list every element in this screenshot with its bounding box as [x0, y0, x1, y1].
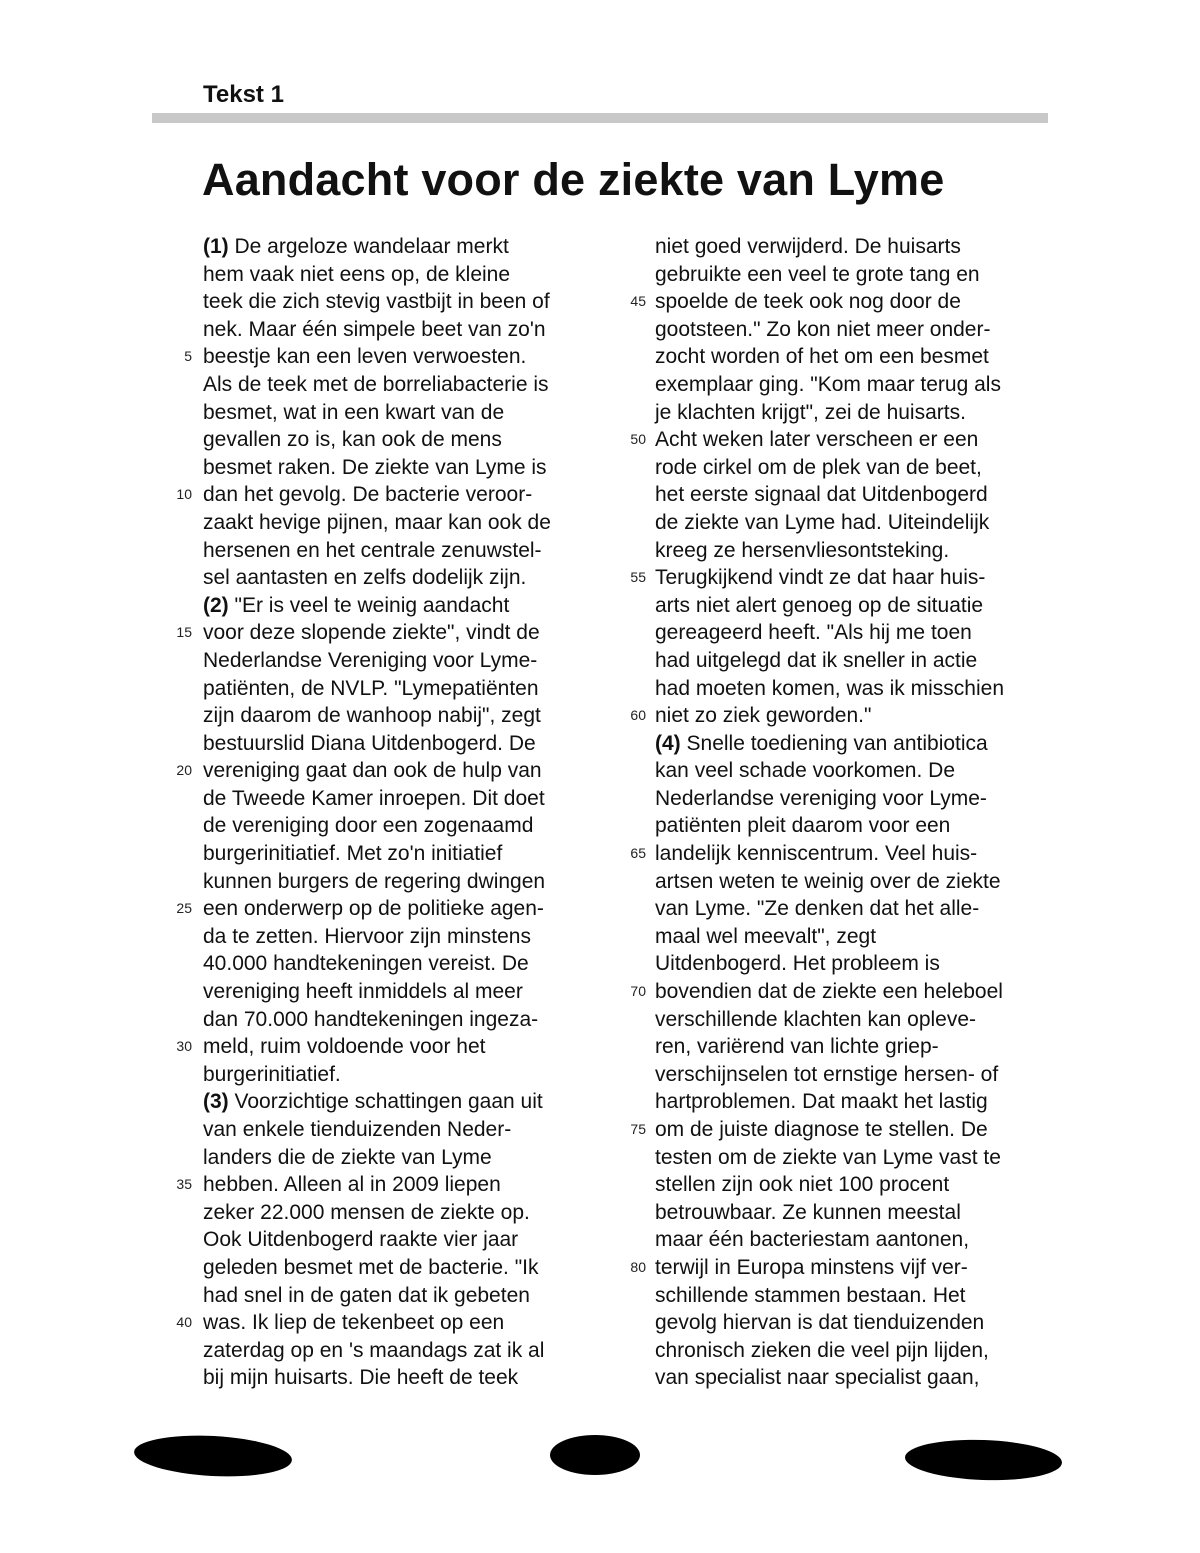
- line-text: [203, 868, 545, 896]
- line-content: hartproblemen. Dat maakt het lastig: [655, 1090, 988, 1114]
- line-content: hem vaak niet eens op, de kleine: [203, 262, 511, 286]
- line-text: [655, 1061, 998, 1089]
- header-rule: [152, 113, 1048, 123]
- line-text: [203, 261, 510, 289]
- line-number: 50: [630, 431, 646, 448]
- line-content: Snelle toediening van antibiotica: [680, 731, 988, 755]
- line-content: bij mijn huisarts. Die heeft de teek: [203, 1366, 519, 1390]
- line-number: 60: [630, 707, 646, 724]
- line-text: [655, 481, 988, 509]
- line-content: niet zo ziek geworden.": [655, 704, 872, 728]
- redaction-mark-center: [550, 1435, 640, 1475]
- line-number: 20: [176, 762, 192, 779]
- line-content: rode cirkel om de plek van de beet,: [655, 455, 982, 479]
- line-text: [203, 1337, 544, 1365]
- line-text: [203, 399, 504, 427]
- line-text: [655, 426, 978, 454]
- line-text: [203, 647, 537, 675]
- line-content: gevallen zo is, kan ook de mens: [203, 428, 502, 452]
- line-text: [655, 812, 950, 840]
- line-number: 5: [184, 348, 192, 365]
- line-number: 80: [630, 1258, 646, 1275]
- line-text: [655, 1364, 980, 1392]
- line-content: nek. Maar één simpele beet van zo'n: [203, 317, 546, 341]
- line-content: Voorzichtige schattingen gaan uit: [228, 1090, 543, 1114]
- line-text: [203, 1061, 341, 1089]
- line-text: [203, 1033, 486, 1061]
- line-text: [203, 950, 529, 978]
- line-content: zeker 22.000 mensen de ziekte op.: [203, 1200, 530, 1224]
- line-content: kreeg ze hersenvliesontsteking.: [655, 538, 950, 562]
- line-number: 55: [630, 569, 646, 586]
- line-content: voor deze slopende ziekte", vindt de: [203, 621, 540, 645]
- line-text: [655, 840, 977, 868]
- line-number: 70: [630, 983, 646, 1000]
- line-text: [655, 288, 961, 316]
- line-content: maar één bacteriestam aantonen,: [655, 1228, 970, 1252]
- line-text: [203, 537, 542, 565]
- line-text: [203, 1088, 543, 1116]
- line-text: [655, 757, 955, 785]
- line-content: exemplaar ging. "Kom maar terug als: [655, 372, 1001, 396]
- line-content: vereniging heeft inmiddels al meer: [203, 980, 523, 1004]
- line-text: [203, 1226, 518, 1254]
- line-text: [203, 454, 547, 482]
- line-content: de ziekte van Lyme had. Uiteindelijk: [655, 510, 990, 534]
- line-text: [655, 564, 985, 592]
- line-content: 40.000 handtekeningen vereist. De: [203, 952, 529, 976]
- line-text: [203, 675, 539, 703]
- line-content: spoelde de teek ook nog door de: [655, 290, 961, 314]
- line-text: [655, 647, 977, 675]
- redaction-mark-right: [904, 1437, 1062, 1482]
- line-number: 10: [176, 486, 192, 503]
- paragraph-number: (3): [203, 1090, 229, 1114]
- line-text: [655, 1309, 984, 1337]
- line-text: [203, 592, 509, 620]
- line-content: de Tweede Kamer inroepen. Dit doet: [203, 786, 545, 810]
- line-text: [203, 730, 536, 758]
- line-text: [655, 316, 990, 344]
- line-text: [655, 1033, 939, 1061]
- line-content: gebruikte een veel te grote tang en: [655, 262, 980, 286]
- line-content: terwijl in Europa minstens vijf ver-: [655, 1255, 968, 1279]
- line-text: [655, 923, 876, 951]
- line-content: niet goed verwijderd. De huisarts: [655, 235, 961, 258]
- line-text: [203, 1199, 530, 1227]
- line-text: [655, 1282, 966, 1310]
- line-content: Nederlandse Vereniging voor Lyme-: [203, 648, 538, 672]
- line-number: 15: [176, 624, 192, 641]
- line-content: besmet, wat in een kwart van de: [203, 400, 505, 424]
- line-content: meld, ruim voldoende voor het: [203, 1035, 486, 1059]
- line-content: betrouwbaar. Ze kunnen meestal: [655, 1200, 961, 1224]
- line-content: burgerinitiatief. Met zo'n initiatief: [203, 842, 503, 866]
- line-text: [203, 371, 549, 399]
- article-title: Aandacht voor de ziekte van Lyme: [202, 154, 945, 205]
- line-content: arts niet alert genoeg op de situatie: [655, 593, 984, 617]
- line-content: de vereniging door een zogenaamd: [203, 814, 534, 838]
- line-text: [655, 950, 940, 978]
- line-content: patiënten, de NVLP. "Lymepatiënten: [203, 676, 539, 700]
- line-text: [655, 1337, 989, 1365]
- line-content: Ook Uitdenbogerd raakte vier jaar: [203, 1228, 519, 1252]
- line-content: teek die zich stevig vastbijt in been of: [203, 290, 550, 314]
- line-text: [655, 619, 972, 647]
- line-text: [655, 1006, 976, 1034]
- line-number: 45: [630, 293, 646, 310]
- line-content: Acht weken later verscheen er een: [655, 428, 979, 452]
- line-content: zaterdag op en 's maandags zat ik al: [203, 1338, 545, 1362]
- line-content: landers die de ziekte van Lyme: [203, 1145, 492, 1169]
- line-text: [203, 1309, 504, 1337]
- line-content: gereageerd heeft. "Als hij me toen: [655, 621, 972, 645]
- line-content: sel aantasten en zelfs dodelijk zijn.: [203, 566, 527, 590]
- line-content: verschillende klachten kan opleve-: [655, 1007, 977, 1031]
- line-content: zaakt hevige pijnen, maar kan ook de: [203, 510, 551, 534]
- line-text: [203, 619, 540, 647]
- line-text: [203, 316, 546, 344]
- paragraph-number: (2): [203, 593, 229, 617]
- redaction-mark-left: [133, 1432, 293, 1480]
- line-text: [655, 978, 1003, 1006]
- line-text: [655, 233, 961, 261]
- line-number: 25: [176, 900, 192, 917]
- line-content: zocht worden of het om een besmet: [655, 345, 989, 369]
- line-text: [203, 343, 526, 371]
- line-number: 75: [630, 1121, 646, 1137]
- line-content: had snel in de gaten dat ik gebeten: [203, 1283, 530, 1307]
- line-number: 40: [176, 1314, 192, 1331]
- line-text: [203, 481, 532, 509]
- line-text: [655, 1226, 969, 1254]
- line-text: [655, 343, 989, 371]
- line-text: [655, 592, 983, 620]
- line-text: [203, 1006, 538, 1034]
- line-text: [655, 1199, 961, 1227]
- line-content: was. Ik liep de tekenbeet op een: [203, 1311, 505, 1335]
- line-content: dan het gevolg. De bacterie veroor-: [203, 483, 533, 507]
- line-text: [655, 399, 966, 427]
- line-text: [655, 675, 1004, 703]
- line-content: De argeloze wandelaar merkt: [228, 235, 509, 258]
- line-content: bestuurslid Diana Uitdenbogerd. De: [203, 731, 536, 755]
- line-content: vereniging gaat dan ook de hulp van: [203, 759, 542, 783]
- line-content: stellen zijn ook niet 100 procent: [655, 1173, 950, 1197]
- line-content: beestje kan een leven verwoesten.: [203, 345, 527, 369]
- line-content: gootsteen." Zo kon niet meer onder-: [655, 317, 991, 341]
- line-text: [655, 785, 987, 813]
- line-text: [655, 1254, 968, 1282]
- line-text: [655, 537, 949, 565]
- line-text: [655, 868, 1001, 896]
- line-text: [203, 785, 545, 813]
- line-content: testen om de ziekte van Lyme vast te: [655, 1145, 1001, 1169]
- line-content: van specialist naar specialist gaan,: [655, 1366, 980, 1390]
- line-content: zijn daarom de wanhoop nabij", zegt: [203, 704, 541, 728]
- line-content: besmet raken. De ziekte van Lyme is: [203, 455, 547, 479]
- line-text: [203, 1171, 501, 1199]
- line-content: landelijk kenniscentrum. Veel huis-: [655, 842, 978, 866]
- line-text: [655, 730, 988, 758]
- line-content: Als de teek met de borreliabacterie is: [203, 372, 549, 396]
- line-content: Uitdenbogerd. Het probleem is: [655, 952, 940, 976]
- line-content: verschijnselen tot ernstige hersen- of: [655, 1062, 999, 1086]
- line-content: hersenen en het centrale zenuwstel-: [203, 538, 542, 562]
- line-content: een onderwerp op de politieke agen-: [203, 897, 544, 921]
- line-text: [655, 1144, 1001, 1172]
- line-text: [655, 895, 979, 923]
- line-text: [203, 1364, 518, 1392]
- line-content: "Er is veel te weinig aandacht: [228, 593, 510, 617]
- line-text: [203, 923, 531, 951]
- line-text: [655, 509, 989, 537]
- line-content: dan 70.000 handtekeningen ingeza-: [203, 1007, 539, 1031]
- line-content: Terugkijkend vindt ze dat haar huis-: [655, 566, 986, 590]
- line-text: [655, 702, 871, 730]
- line-number: 35: [176, 1176, 192, 1193]
- line-text: [655, 1171, 949, 1199]
- line-text: [203, 509, 551, 537]
- line-content: gevolg hiervan is dat tienduizenden: [655, 1311, 985, 1335]
- line-content: chronisch zieken die veel pijn lijden,: [655, 1338, 989, 1362]
- line-text: [655, 1116, 988, 1144]
- line-content: om de juiste diagnose te stellen. De: [655, 1118, 988, 1141]
- line-content: je klachten krijgt", zei de huisarts.: [655, 400, 966, 424]
- line-content: van enkele tienduizenden Neder-: [203, 1118, 512, 1141]
- line-text: [203, 757, 542, 785]
- line-content: ren, variërend van lichte griep-: [655, 1035, 939, 1059]
- line-text: [203, 1282, 530, 1310]
- line-content: hebben. Alleen al in 2009 liepen: [203, 1173, 501, 1197]
- paragraph-number: (4): [655, 731, 681, 755]
- line-content: geleden besmet met de bacterie. "Ik: [203, 1255, 539, 1279]
- line-content: van Lyme. "Ze denken dat het alle-: [655, 897, 980, 921]
- line-text: [203, 895, 544, 923]
- section-label: Tekst 1: [203, 81, 284, 108]
- line-content: artsen weten te weinig over de ziekte: [655, 869, 1001, 893]
- line-content: maal wel meevalt", zegt: [655, 924, 877, 948]
- line-content: Nederlandse vereniging voor Lyme-: [655, 786, 987, 810]
- line-text: [655, 371, 1001, 399]
- line-content: burgerinitiatief.: [203, 1062, 341, 1086]
- line-text: [655, 1088, 988, 1116]
- line-text: [203, 1144, 492, 1172]
- line-content: schillende stammen bestaan. Het: [655, 1283, 966, 1307]
- line-text: [655, 454, 982, 482]
- line-content: kunnen burgers de regering dwingen: [203, 869, 546, 893]
- paragraph-number: (1): [203, 235, 229, 258]
- line-content: had moeten komen, was ik misschien: [655, 676, 1004, 700]
- line-text: [203, 812, 533, 840]
- line-content: bovendien dat de ziekte een heleboel: [655, 980, 1003, 1004]
- line-number: 65: [630, 845, 646, 862]
- line-content: had uitgelegd dat ik sneller in actie: [655, 648, 978, 672]
- line-content: patiënten pleit daarom voor een: [655, 814, 951, 838]
- line-number: 30: [176, 1038, 192, 1055]
- line-text: [655, 261, 980, 289]
- line-content: da te zetten. Hiervoor zijn minstens: [203, 924, 531, 948]
- line-content: het eerste signaal dat Uitdenbogerd: [655, 483, 988, 507]
- line-content: kan veel schade voorkomen. De: [655, 759, 955, 783]
- line-text: [203, 233, 509, 261]
